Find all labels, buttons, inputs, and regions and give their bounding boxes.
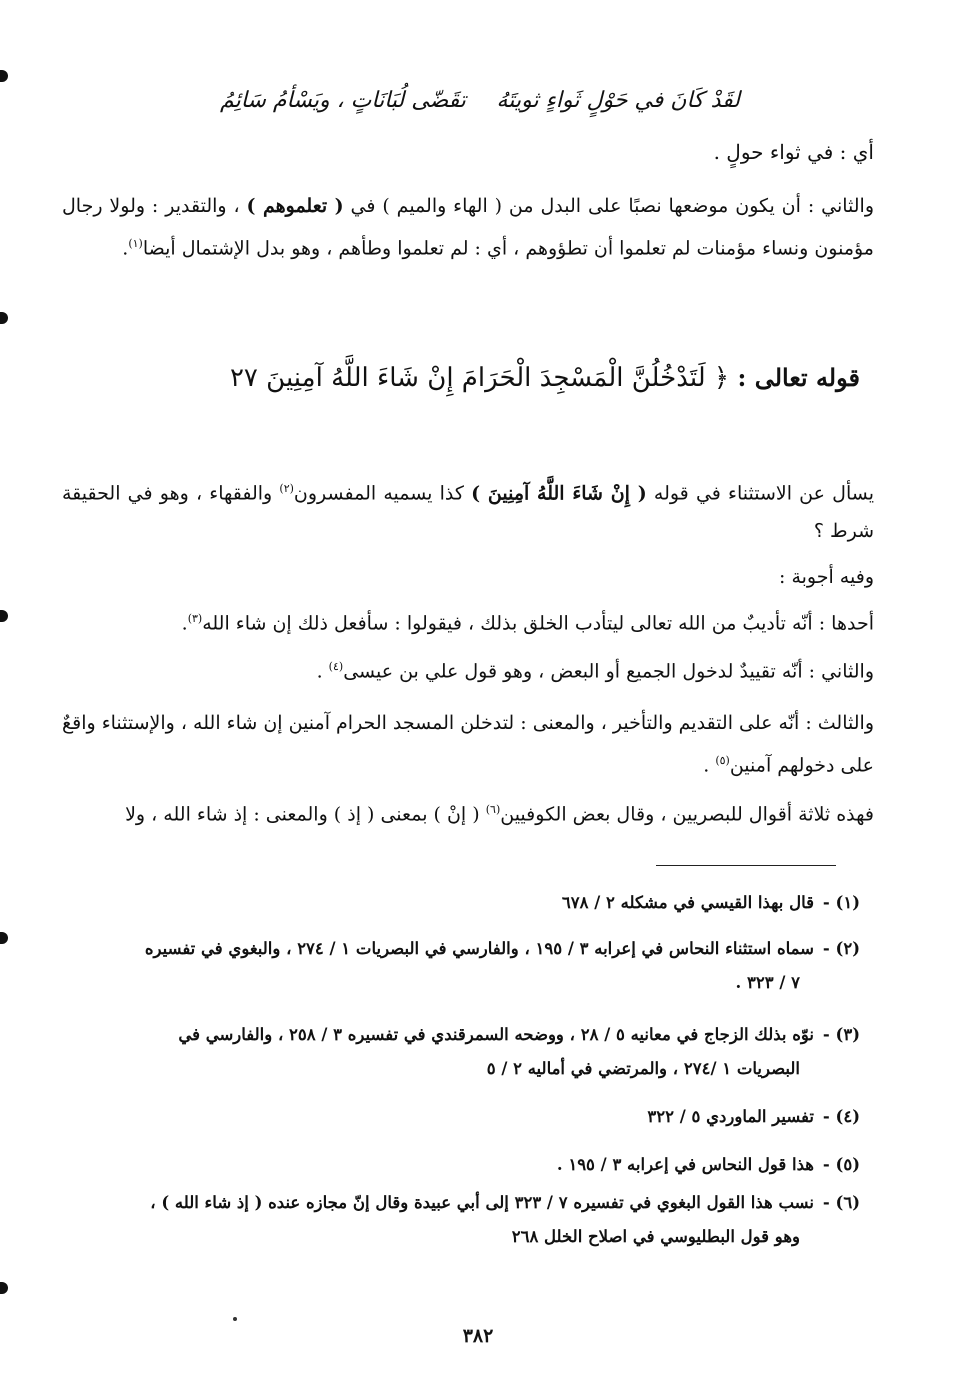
paragraph-2: والثاني : أن يكون موضعها نصبًا على البدل من ( الهاء والميم ) في ( تعلموهم ) ، والتقدير : ولولا رجال مؤمنون ونساء مؤمنات لم تعلموا أن تطؤوهم ، أي : لم تعلموا وطأهم ، وهو بدل الإشتمال أيضا$^{(١)}$. — [62, 195, 875, 260]
footnote-ref: (١) — [128, 237, 143, 250]
poetry-verse — [200, 88, 740, 128]
quran-ayah: ﴿ لَتَدْخُلُنَّ الْمَسْجِدَ الْحَرَامَ إِنْ شَاءَ اللَّهُ آمِنِينَ ٢٧ — [229, 363, 730, 393]
paragraph-5: أحدها : أنّه تأديبٌ من الله تعالى ليتأدب الخلق بذلك ، فيقولوا : سأفعل ذلك إن شاء الله$^{(٣)}$. — [181, 612, 874, 635]
footnote-ref: (٦) — [485, 803, 501, 816]
quoted-word: ( تعلموهم ) — [246, 195, 344, 217]
margin-mark — [0, 312, 8, 324]
paragraph-3: يسأل عن الاستثناء في قوله ( إِنْ شَاءَ اللَّهُ آمِنِينَ ) كذا يسميه المفسرون$^{(٢)}$ والفقهاء ، وهو في الحقيقة شرط ؟ — [62, 482, 874, 543]
verse-hemistich-2: تقَضّى لُبَانَاتٍ ، ويَسْأمُ سَائِمُ — [220, 88, 466, 113]
verse-heading — [230, 363, 860, 393]
footnote-ref: (٣) — [187, 612, 203, 625]
footnote-1: (١) -قال بهذا القيسي في مشكله ٢ / ٦٧٨ — [561, 893, 860, 912]
footnote-ref: (٤) — [328, 660, 344, 673]
quoted-phrase: ( إِنْ شَاءَ اللَّهُ آمِنِينَ ) — [471, 482, 647, 505]
verse-hemistich-1: لقَدْ كَانَ في حَوْلٍ ثَواءٍ ثويتَهُ — [496, 88, 740, 113]
margin-mark — [0, 70, 8, 82]
margin-mark — [0, 1282, 8, 1294]
paragraph-8: فهذه ثلاثة أقوال للبصريين ، وقال بعض الكوفيين$^{(٦)}$ ( إنْ ) بمعنى ( إذ ) والمعنى : إذ شاء الله ، ولا — [125, 803, 874, 826]
paragraph-6: والثاني : أنّه تقييدٌ لدخول الجميع أو البعض ، وهو قول علي بن عيسى$^{(٤)}$ . — [316, 660, 874, 683]
stray-mark — [233, 1317, 237, 1321]
footnote-ref: (٢) — [279, 482, 294, 495]
footnote-5: (٥) -هذا قول النحاس في إعرابه ٣ / ١٩٥ . — [556, 1155, 860, 1174]
margin-mark — [0, 610, 8, 622]
paragraph-7: والثالث : أنّه على التقديم والتأخير ، والمعنى : لتدخلن المسجد الحرام آمنين إن شاء الله ، والإستثناء واقعٌ على دخولهم آمنين$^{(٥)}$ . — [62, 712, 874, 777]
footnote-separator — [656, 865, 836, 866]
footnote-ref: (٥) — [715, 754, 730, 767]
footnote-4: (٤) -تفسير الماوردي ٥ / ٣٢٢ — [647, 1107, 860, 1126]
heading-label: قوله تعالى : — [737, 363, 860, 392]
paragraph-1: أي : في ثواء حولٍ . — [713, 140, 874, 164]
paragraph-4: وفيه أجوبة : — [779, 566, 874, 588]
page-number: ٣٨٢ — [462, 1325, 494, 1347]
footnote-6: (٦) -نسب هذا القول البغوي في تفسيره ٧ / ٣٢٣ إلى أبي عبيدة وقال إنّ مجازه عنده ( إذ شاء الله ) ، وهو قول البطليوسي في اصلاح الخلل ٢٦٨ — [150, 1193, 860, 1246]
margin-mark — [0, 932, 8, 944]
footnote-3: (٣) -نوّه بذلك الزجاج في معانيه ٥ / ٢٨ ، ووضحه السمرقندي في تفسيره ٣ / ٢٥٨ ، والفارسي في البصريات ١ /٢٧٤ ، والمرتضي في أماليه ٢ / ٥ — [178, 1025, 860, 1078]
footnote-2: (٢) -سماه استثناء النحاس في إعرابه ٣ / ١٩٥ ، والفارسي في البصريات ١ / ٢٧٤ ، والبغوي في تفسيره ٧ / ٣٢٣ . — [144, 939, 860, 992]
